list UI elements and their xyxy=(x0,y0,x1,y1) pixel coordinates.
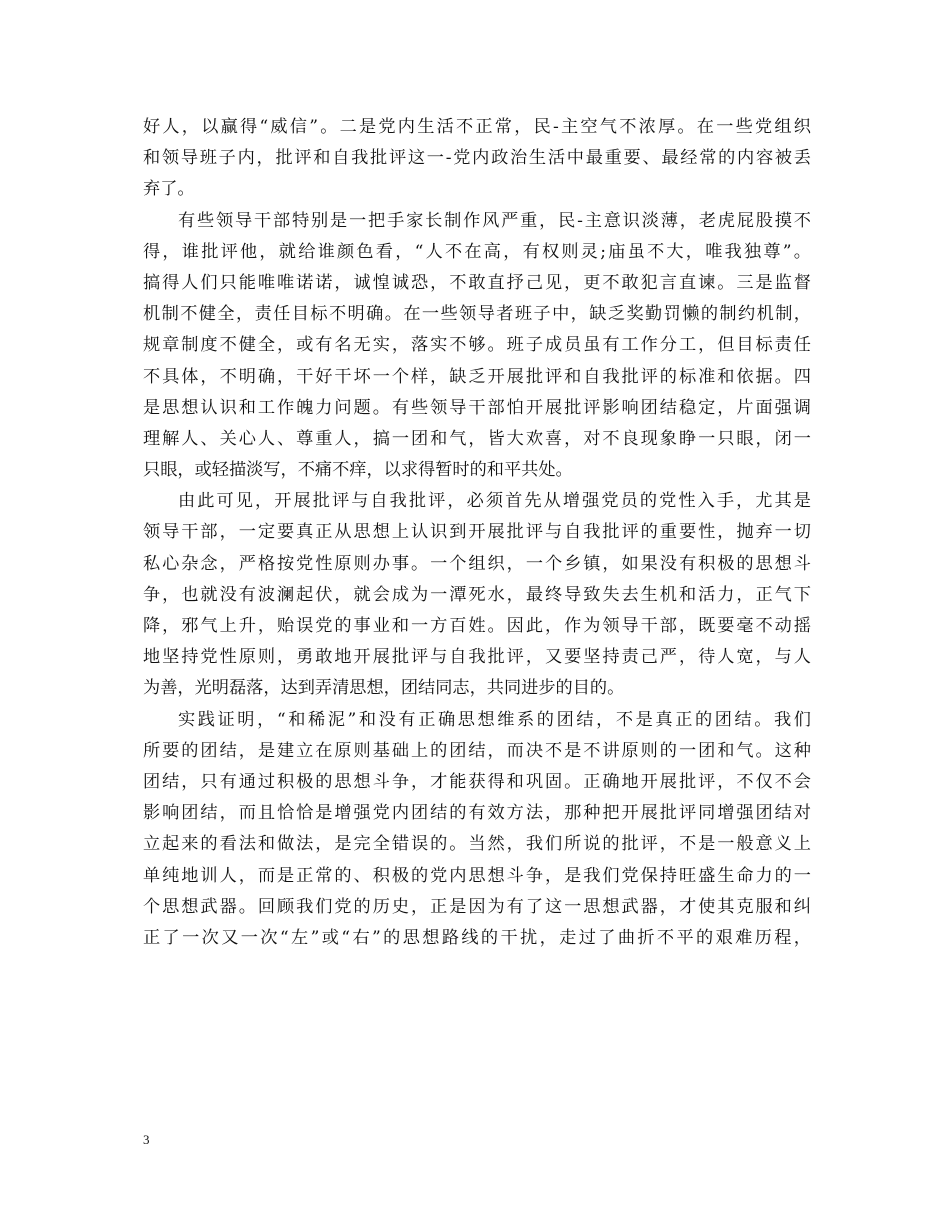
text-line: 正了一次又一次“左”或“右”的思想路线的干扰，走过了曲折不平的艰难历程， xyxy=(143,927,811,948)
text-line: 个思想武器。回顾我们党的历史，正是因为有了这一思想武器，才使其克服和纠 xyxy=(143,896,811,917)
text-line: 好人，以赢得“威信”。二是党内生活不正常，民-主空气不浓厚。在一些党组织 xyxy=(143,117,811,137)
text-line: 有些领导干部特别是一把手家长制作风严重，民-主意识淡薄，老虎屁股摸不 xyxy=(178,210,811,231)
text-line: 争，也就没有波澜起伏，就会成为一潭死水，最终导致失去生机和活力，正气下 xyxy=(143,584,811,605)
text-line: 降，邪气上升，贻误党的事业和一方百姓。因此，作为领导干部，既要毫不动摇 xyxy=(143,616,811,636)
text-line: 得，谁批评他，就给谁颜色看，“人不在高，有权则灵;庙虽不大，唯我独尊”。 xyxy=(143,241,811,262)
text-line: 私心杂念，严格按党性原则办事。一个组织，一个乡镇，如果没有积极的思想斗 xyxy=(143,553,811,574)
text-line: 不具体，不明确，干好干坏一个样，缺乏开展批评和自我批评的标准和依据。四 xyxy=(143,366,811,387)
text-line: 领导干部，一定要真正从思想上认识到开展批评与自我批评的重要性，抛弃一切 xyxy=(143,522,811,543)
text-line: 影响团结，而且恰恰是增强党内团结的有效方法，那种把开展批评同增强团结对 xyxy=(143,803,811,824)
text-line: 理解人、关心人、尊重人，搞一团和气，皆大欢喜，对不良现象睁一只眼，闭一 xyxy=(143,428,811,449)
text-line: 实践证明，“和稀泥”和没有正确思想维系的团结，不是真正的团结。我们 xyxy=(178,709,811,730)
text-line: 单纯地训人，而是正常的、积极的党内思想斗争，是我们党保持旺盛生命力的一 xyxy=(143,865,811,886)
body-text xyxy=(143,112,811,954)
text-line: 所要的团结，是建立在原则基础上的团结，而决不是不讲原则的一团和气。这种 xyxy=(143,740,811,761)
page-number: 3 xyxy=(143,1132,150,1147)
text-line: 规章制度不健全，或有名无实，落实不够。班子成员虽有工作分工，但目标责任 xyxy=(143,335,811,356)
text-line: 为善，光明磊落，达到弄清思想，团结同志，共同进步的目的。 xyxy=(143,678,625,699)
text-line: 和领导班子内，批评和自我批评这一-党内政治生活中最重要、最经常的内容被丢 xyxy=(143,148,811,169)
text-line: 团结，只有通过积极的思想斗争，才能获得和巩固。正确地开展批评，不仅不会 xyxy=(143,771,811,792)
text-line: 弃了。 xyxy=(143,179,195,200)
text-line: 地坚持党性原则，勇敢地开展批评与自我批评，又要坚持责己严，待人宽，与人 xyxy=(143,647,811,668)
text-line: 搞得人们只能唯唯诺诺，诚惶诚恐，不敢直抒己见，更不敢犯言直谏。三是监督 xyxy=(143,272,811,293)
text-line: 只眼，或轻描淡写，不痛不痒，以求得暂时的和平共处。 xyxy=(143,460,573,481)
text-line: 是思想认识和工作魄力问题。有些领导干部怕开展批评影响团结稳定，片面强调 xyxy=(143,397,811,418)
text-line: 立起来的看法和做法，是完全错误的。当然，我们所说的批评，不是一般意义上 xyxy=(143,834,811,855)
text-line: 由此可见，开展批评与自我批评，必须首先从增强党员的党性入手，尤其是 xyxy=(178,491,811,512)
text-line: 机制不健全，责任目标不明确。在一些领导者班子中，缺乏奖勤罚懒的制约机制， xyxy=(143,304,811,325)
